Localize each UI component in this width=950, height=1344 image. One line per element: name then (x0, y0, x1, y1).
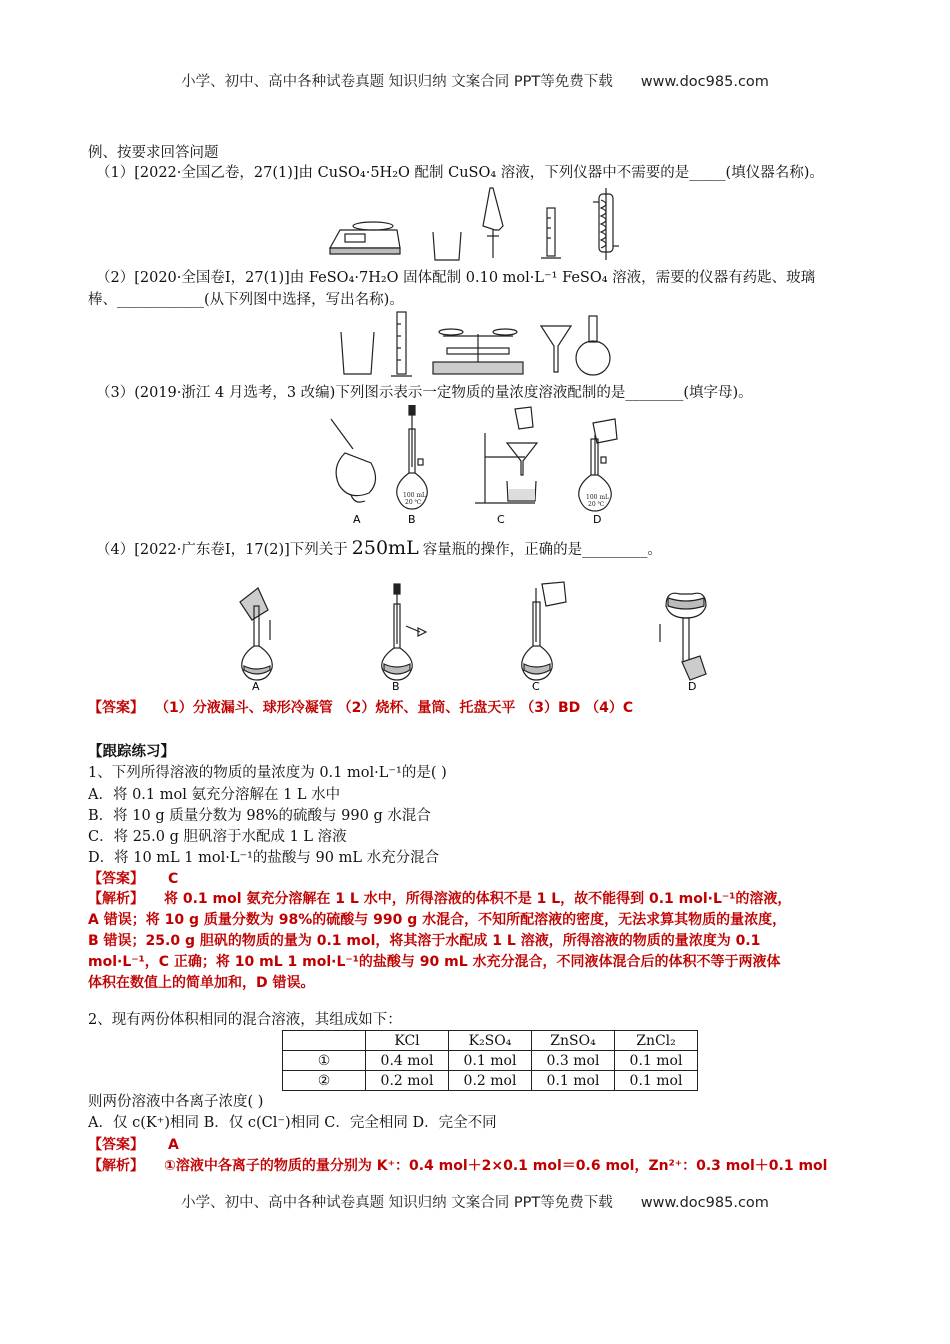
composition-table (282, 1030, 698, 1091)
example-title: 例、按要求回答问题 (88, 145, 219, 161)
practice-q2-answer-text: A (168, 1137, 179, 1153)
page-footer (0, 1191, 950, 1212)
practice-q1-answer-tag: 【答案】 (88, 871, 144, 887)
practice-q2-answer (88, 1134, 179, 1154)
practice-q1-option-b: B．将 10 g 质量分数为 98%的硫酸与 990 g 水混合 (88, 808, 431, 824)
q4-operations-figure (230, 580, 730, 695)
q3-label-a: A (353, 513, 361, 526)
q4-label-c: C (532, 680, 540, 693)
practice-q1-answer-text: C (168, 871, 179, 887)
example-q4-volume: 250mL (351, 537, 419, 559)
q3-operations-figure (325, 405, 625, 530)
practice-q2-stem: 2、现有两份体积相同的混合溶液，其组成如下： (88, 1012, 402, 1028)
table-cell: ZnSO₄ (532, 1031, 615, 1051)
q3-flask-b-volume: 100 mL (403, 492, 427, 499)
table-cell: K₂SO₄ (449, 1031, 532, 1051)
q3-label-c: C (497, 513, 505, 526)
q3-flask-d-volume: 100 mL (586, 494, 610, 501)
q3-flask-d-temp: 20 ℃ (588, 501, 605, 508)
flask-inverted-icon-d (660, 593, 706, 680)
filtration-setup-icon (475, 407, 537, 503)
q4-label-b: B (392, 680, 400, 693)
footer-site: www.doc985.com (640, 1195, 769, 1211)
example-answer (88, 697, 633, 717)
practice-q1-option-d: D．将 10 mL 1 mol·L⁻¹的盐酸与 90 mL 水充分混合 (88, 850, 440, 866)
practice-q1-option-a: A．将 0.1 mol 氨充分溶解在 1 L 水中 (88, 787, 341, 803)
header-site: www.doc985.com (640, 74, 769, 90)
dropper-flask-icon-b (382, 584, 426, 680)
practice-q1-analysis-line5: 体积在数值上的简单加和，D 错误。 (88, 975, 315, 991)
table-cell: 0.4 mol (366, 1051, 449, 1071)
table-cell: 0.2 mol (366, 1071, 449, 1091)
flask-shaking-icon (331, 419, 376, 502)
practice-title: 【跟踪练习】 (88, 744, 175, 760)
pouring-flask-icon-c (522, 582, 566, 680)
table-cell: 0.1 mol (615, 1051, 698, 1071)
q3-label-d: D (593, 513, 602, 526)
pouring-flask-icon (579, 419, 617, 511)
practice-q2-answer-tag: 【答案】 (88, 1137, 144, 1153)
practice-q1-analysis (88, 889, 878, 994)
footer-text: 小学、初中、高中各种试卷真题 知识归纳 文案合同 PPT等免费下载 (181, 1195, 613, 1211)
example-q2-line1: （2）[2020·全国卷Ⅰ，27(1)]由 FeSO₄·7H₂O 固体配制 0.10 mol·L⁻¹ FeSO₄ 溶液，需要的仪器有药匙、玻璃 (96, 270, 816, 286)
example-q2-line2: 棒、____________(从下列图中选择，写出名称)。 (88, 292, 404, 308)
practice-q2-question: 则两份溶液中各离子浓度( ) (88, 1094, 264, 1110)
graduated-cylinder-icon (391, 312, 412, 376)
table-row (283, 1071, 698, 1091)
condenser-icon (593, 188, 619, 260)
q2-instruments-figure (335, 310, 615, 380)
practice-q2-analysis-tag: 【解析】 (88, 1158, 144, 1174)
table-row (283, 1051, 698, 1071)
practice-q1-analysis-line1: 将 0.1 mol 氨充分溶解在 1 L 水中，所得溶液的体积不是 1 L，故不能得到 0.1 mol·L⁻¹的溶液， (164, 891, 792, 907)
practice-q1-analysis-line2: A 错误；将 10 g 质量分数为 98%的硫酸与 990 g 水混合，不知所配溶液的密度，无法求算其物质的量浓度， (88, 912, 787, 928)
dropper-flask-icon (397, 405, 428, 509)
practice-q1-stem: 1、下列所得溶液的物质的量浓度为 0.1 mol·L⁻¹的是( ) (88, 765, 447, 781)
practice-q1-analysis-tag: 【解析】 (88, 891, 144, 907)
table-cell (283, 1031, 366, 1051)
q4-label-d: D (688, 680, 697, 693)
table-cell: KCl (366, 1031, 449, 1051)
example-q4-pre: （4）[2022·广东卷Ⅰ，17(2)]下列关于 (96, 542, 348, 558)
q3-flask-b-temp: 20 ℃ (405, 499, 422, 506)
table-cell: ② (283, 1071, 366, 1091)
q3-label-b: B (408, 513, 416, 526)
table-cell: ① (283, 1051, 366, 1071)
separatory-funnel-icon (483, 188, 503, 258)
page-header (0, 70, 950, 91)
example-answer-tag: 【答案】 (88, 700, 144, 716)
beaker-icon (341, 332, 374, 374)
table-cell: ZnCl₂ (615, 1031, 698, 1051)
round-bottom-flask-icon (576, 316, 610, 375)
example-answer-text: （1）分液漏斗、球形冷凝管 （2）烧杯、量筒、托盘天平 （3）BD （4）C (162, 700, 634, 716)
header-text: 小学、初中、高中各种试卷真题 知识归纳 文案合同 PPT等免费下载 (181, 74, 613, 90)
example-q4 (96, 538, 662, 560)
example-q3: （3）(2019·浙江 4 月选考，3 改编)下列图示表示一定物质的量浓度溶液配制的是________(填字母)。 (96, 385, 753, 401)
table-header-row (283, 1031, 698, 1051)
beaker-icon (433, 232, 461, 260)
practice-q1-analysis-line4: mol·L⁻¹，C 正确；将 10 mL 1 mol·L⁻¹的盐酸与 90 mL 水充分混合，不同液体混合后的体积不等于两液体 (88, 954, 781, 970)
practice-q2-analysis-text: ①溶液中各离子的物质的量分别为 K⁺：0.4 mol＋2×0.1 mol＝0.6 mol，Zn²⁺：0.3 mol＋0.1 mol (164, 1158, 828, 1174)
funnel-icon (541, 326, 571, 372)
balance-icon (330, 222, 400, 254)
practice-q1-analysis-line3: B 错误；25.0 g 胆矾的物质的量为 0.1 mol，将其溶于水配成 1 L 溶液，所得溶液的物质的量浓度为 0.1 (88, 933, 761, 949)
practice-q1-answer (88, 868, 178, 888)
table-cell: 0.3 mol (532, 1051, 615, 1071)
flask-inverting-icon-a (240, 588, 272, 680)
practice-q1-option-c: C．将 25.0 g 胆矾溶于水配成 1 L 溶液 (88, 829, 347, 845)
table-cell: 0.1 mol (449, 1051, 532, 1071)
table-cell: 0.1 mol (615, 1071, 698, 1091)
tray-balance-icon (433, 329, 523, 374)
table-cell: 0.2 mol (449, 1071, 532, 1091)
q4-label-a: A (252, 680, 260, 693)
practice-q2-analysis (88, 1155, 827, 1175)
q1-instruments-figure (325, 186, 625, 262)
example-q4-post: 容量瓶的操作，正确的是_________。 (422, 542, 662, 558)
graduated-cylinder-icon (541, 208, 561, 258)
example-q1: （1）[2022·全国乙卷，27(1)]由 CuSO₄·5H₂O 配制 CuSO₄ 溶液，下列仪器中不需要的是_____(填仪器名称)。 (96, 165, 824, 181)
practice-q2-options: A．仅 c(K⁺)相同 B．仅 c(Cl⁻)相同 C．完全相同 D．完全不同 (88, 1115, 497, 1131)
table-cell: 0.1 mol (532, 1071, 615, 1091)
